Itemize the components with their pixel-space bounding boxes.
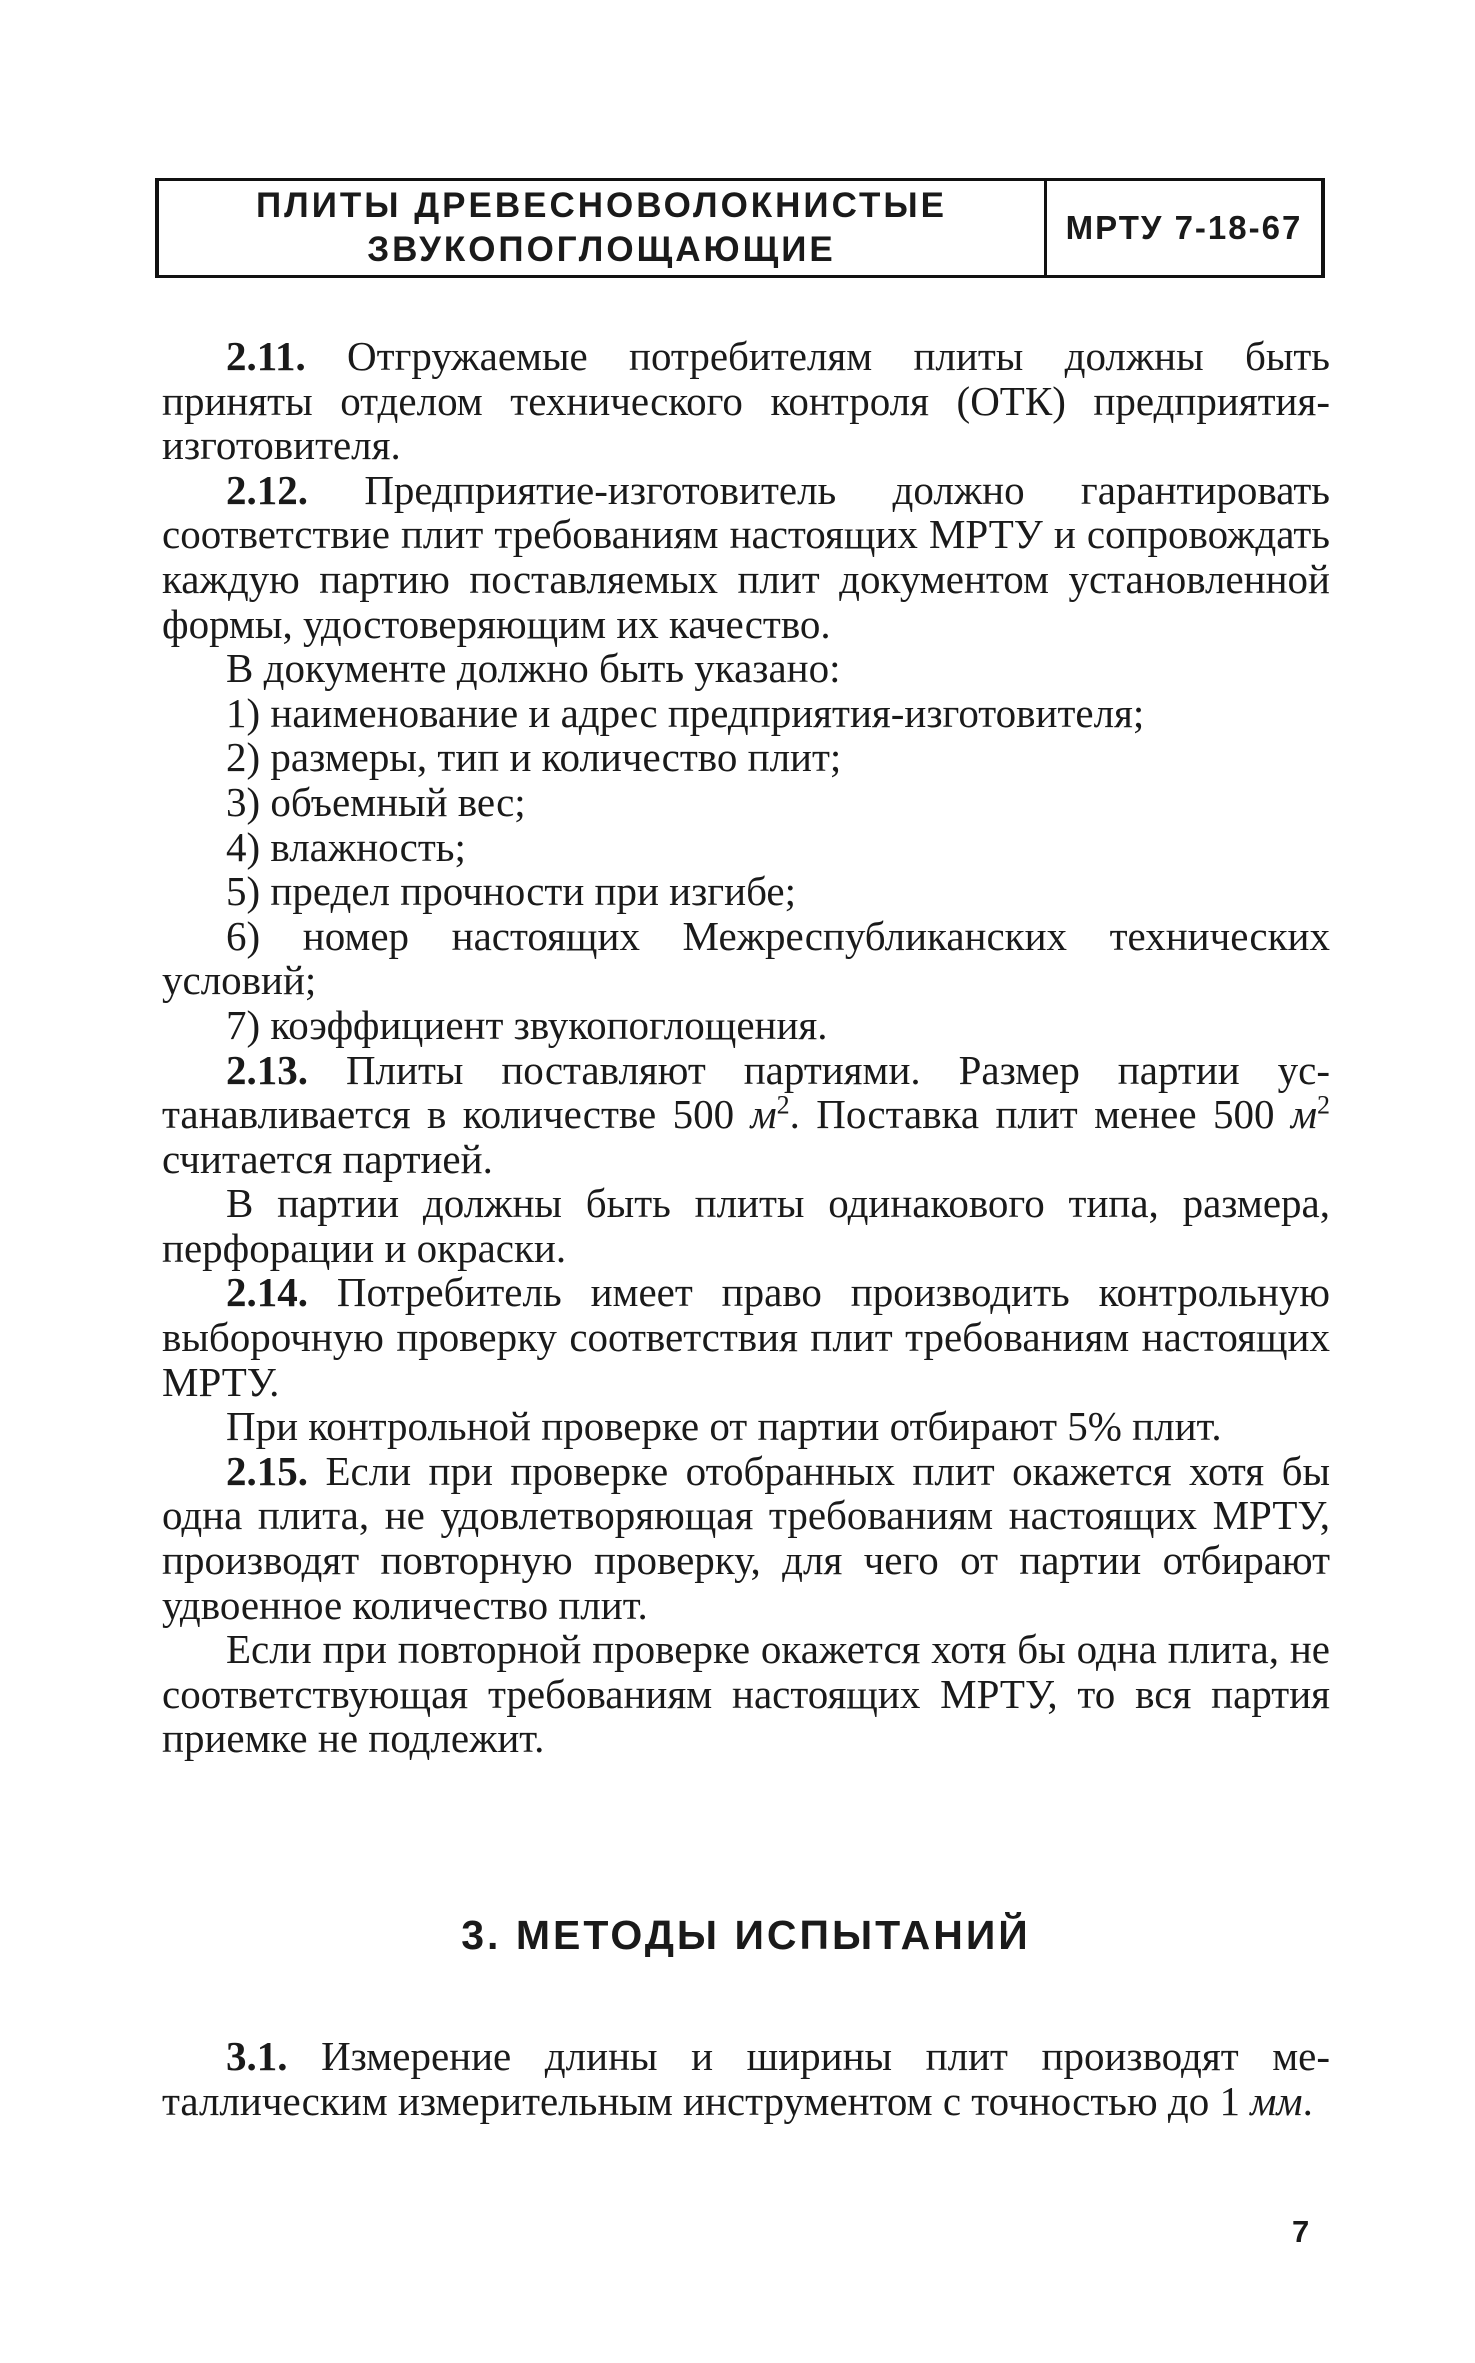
paragraph-doc-intro: В документе должно быть указано:	[226, 645, 841, 692]
paragraph-2-15	[162, 1449, 1330, 1627]
clause-number: 2.12.	[226, 466, 308, 513]
clause-number: 3.1.	[226, 2033, 288, 2079]
clause-text: считается партией.	[162, 1135, 493, 1182]
list-item: 2) размеры, тип и количество плит;	[226, 734, 842, 781]
clause-text: .	[1302, 2077, 1313, 2124]
clause-text: Предприятие-изготовитель должно гарантировать соответствие плит требованиям настоящих МРТУ и сопровождать каждую партию поставляемых плит документом установленной формы, удостоверяющим их качество.	[162, 466, 1330, 647]
clause-number: 2.13.	[226, 1046, 308, 1093]
paragraph-2-14	[162, 1270, 1330, 1404]
clause-text: Отгружаемые потребителям плиты должны быть приняты отделом технического контроля (ОТК) предприятия-изготовителя.	[162, 333, 1330, 469]
unit-label: м	[750, 1091, 777, 1138]
unit-superscript: 2	[776, 1090, 790, 1120]
title-line-1: ПЛИТЫ ДРЕВЕСНОВОЛОКНИСТЫЕ	[256, 186, 947, 225]
paragraph-2-12	[162, 468, 1330, 646]
list-item: 5) предел прочности при изгибе;	[226, 868, 796, 915]
unit-label: мм	[1250, 2077, 1303, 2124]
clause-number: 2.14.	[226, 1269, 308, 1316]
document-header	[155, 178, 1325, 278]
clause-number: 2.11.	[226, 333, 306, 379]
list-item: 1) наименование и адрес предприятия-изготовителя;	[226, 689, 1145, 736]
list-item: 3) объемный вес;	[226, 778, 526, 825]
document-title	[159, 181, 1047, 275]
unit-label: м	[1290, 1091, 1317, 1138]
paragraph-2-15-extra: Если при повторной проверке окажется хотя бы одна плита, не соответствующая требованиям настоящих МРТУ, то вся партия приемке не подлежит.	[162, 1626, 1330, 1762]
clause-text: Плиты поставляют партиями. Размер партии устанавливается в количестве 500	[162, 1046, 1330, 1138]
title-line-2: ЗВУКОПОГЛОЩАЮЩИЕ	[367, 230, 836, 269]
page-number: 7	[1292, 2214, 1310, 2249]
body-text	[162, 334, 1330, 1761]
clause-text: Измерение длины и ширины плит производят металлическим измерительным инструментом с точностью до 1	[162, 2033, 1330, 2124]
section-heading: 3. МЕТОДЫ ИСПЫТАНИЙ	[461, 1912, 1031, 1958]
paragraph-2-13-extra: В партии должны быть плиты одинакового типа, размера, перфорации и окраски.	[162, 1180, 1330, 1271]
clause-text: Потребитель имеет право производить контрольную выборочную проверку соответствия плит требованиям настоящих МРТУ.	[162, 1269, 1330, 1405]
list-item: 7) коэффициент звукопоглощения.	[226, 1001, 828, 1048]
list-item: 6) номер настоящих Межреспубликанских технических условий;	[162, 912, 1330, 1004]
section-3-text	[162, 2034, 1330, 2123]
paragraph-2-11	[162, 334, 1330, 468]
document-code: МРТУ 7-18-67	[1065, 209, 1303, 246]
paragraph-2-14-extra: При контрольной проверке от партии отбирают 5% плит.	[226, 1403, 1222, 1450]
paragraph-3-1	[162, 2034, 1330, 2123]
paragraph-2-13	[162, 1048, 1330, 1182]
clause-text: Если при проверке отобранных плит окажется хотя бы одна плита, не удовлетворяющая требованиям настоящих МРТУ, производят повторную проверку, для чего от партии отбирают удвоенное количество плит.	[162, 1447, 1330, 1628]
list-item: 4) влажность;	[226, 823, 466, 870]
unit-superscript: 2	[1316, 1090, 1330, 1120]
clause-text: . Поставка плит менее 500	[789, 1091, 1291, 1138]
clause-number: 2.15.	[226, 1447, 308, 1494]
